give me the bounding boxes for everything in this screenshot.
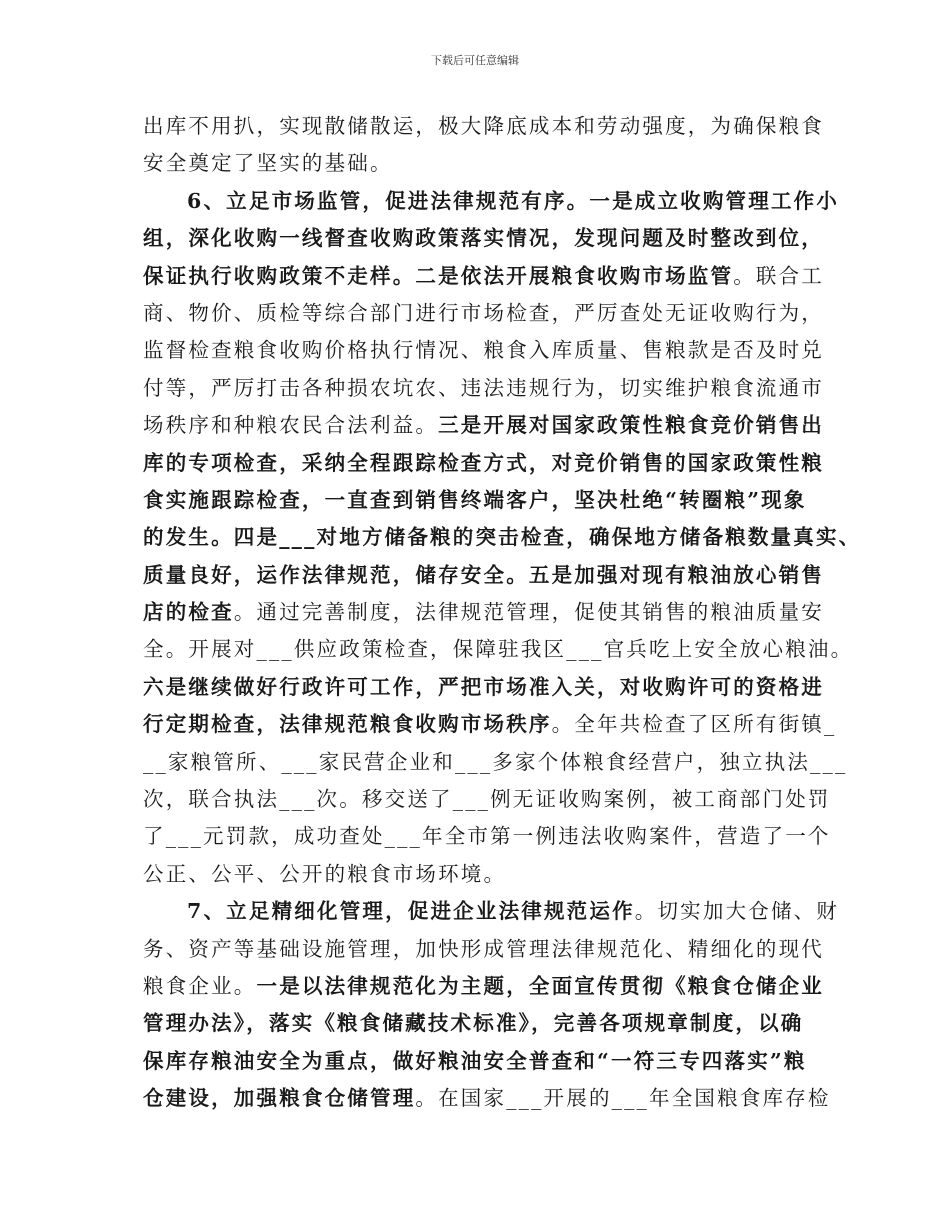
- text-segment: 商、物价、质检等综合部门进行市场检查，严厉查处无证收购行为，: [143, 300, 824, 325]
- text-line: [143, 744, 848, 781]
- text-line: [143, 183, 840, 220]
- text-line: [143, 1080, 831, 1117]
- text-line: [143, 781, 831, 818]
- text-line: [143, 145, 825, 182]
- text-line: [143, 1043, 825, 1080]
- text-line: [143, 258, 825, 295]
- bold-text-segment: 一是以法律规范化为主题，全面宣传贯彻《粮食仓储企业: [256, 973, 824, 998]
- text-segment: 公正、公平、公开的粮食市场环境。: [143, 861, 507, 886]
- text-segment: 次，联合执法___次。移交送了___例无证收购案例，被工商部门处罚: [143, 787, 831, 812]
- text-segment: 。全年共检查了区所有街镇_: [551, 712, 837, 737]
- text-line: [143, 370, 825, 407]
- text-segment: 全。开展对___供应政策检查，保障驻我区___官兵吃上安全放心粮油。: [143, 637, 854, 662]
- text-segment: 付等，严厉打击各种损农坑农、违法违规行为，切实维护粮食流通市: [143, 375, 824, 400]
- text-line: [143, 445, 825, 482]
- bold-text-segment: 保库存粮油安全为重点，做好粮油安全普查和“一符三专四落实”粮: [143, 1048, 807, 1073]
- text-line: [143, 893, 840, 930]
- text-line: [143, 631, 854, 668]
- bold-text-segment: 三是开展对国家政策性粮食竞价销售出: [438, 413, 825, 438]
- bold-text-segment: 行定期检查，法律规范粮食收购市场秩序: [143, 712, 552, 737]
- document-body: [143, 108, 862, 1118]
- text-line: [143, 220, 825, 257]
- bold-text-segment: 组，深化收购一线督查收购政策落实情况，发现问题及时整改到位，: [143, 226, 824, 251]
- text-segment: 监督检查粮食收购价格执行情况、粮食入库质量、售粮款是否及时兑: [143, 338, 824, 363]
- text-line: [143, 295, 825, 332]
- page-header: 下载后可任意编辑: [431, 54, 519, 67]
- text-line: [143, 519, 862, 556]
- text-line: [143, 407, 825, 444]
- bold-text-segment: 7、立足精细化管理，促进企业法律规范运作: [187, 899, 635, 924]
- bold-text-segment: 六是继续做好行政许可工作，严把市场准入关，对收购许可的资格进: [143, 674, 824, 699]
- text-line: [143, 332, 825, 369]
- text-line: [143, 968, 825, 1005]
- text-segment: 了___元罚款，成功查处___年全市第一例违法收购案件，营造了一个: [143, 824, 831, 849]
- text-line: [143, 557, 825, 594]
- text-segment: 。在国家___开展的___年全国粮食库存检: [415, 1086, 831, 1111]
- text-segment: 。联合工: [733, 263, 825, 288]
- text-line: [143, 594, 825, 631]
- bold-text-segment: 保证执行收购政策不走样。二是依法开展粮食收购市场监管: [143, 263, 734, 288]
- bold-text-segment: 6、立足市场监管，促进法律规范有序。一是成立收购管理工作小: [187, 188, 840, 213]
- text-line: [143, 818, 831, 855]
- text-segment: 。切实加大仓储、财: [634, 899, 840, 924]
- text-segment: 粮食企业。: [143, 973, 257, 998]
- bold-text-segment: 食实施跟踪检查，一直查到销售终端客户，坚决杜绝“转圈粮”现象: [143, 487, 807, 512]
- bold-text-segment: 店的检查: [143, 600, 234, 625]
- text-line: [143, 856, 825, 893]
- text-segment: 出库不用扒，实现散储散运，极大降底成本和劳动强度，为确保粮食: [143, 114, 824, 138]
- text-segment: 安全奠定了坚实的基础。: [143, 151, 393, 176]
- text-segment: 场秩序和种粮农民合法利益。: [143, 413, 439, 438]
- text-line: [143, 706, 837, 743]
- bold-text-segment: 管理办法》，落实《粮食储藏技术标准》，完善各项规章制度，以确: [143, 1011, 804, 1036]
- bold-text-segment: 质量良好，运作法律规范，储存安全。五是加强对现有粮油放心销售: [143, 562, 824, 587]
- text-line: [143, 482, 825, 519]
- bold-text-segment: 的发生。四是___对地方储备粮的突击检查，确保地方储备粮数量真实、: [143, 525, 862, 550]
- text-line: [143, 669, 825, 706]
- text-segment: __家粮管所、___家民营企业和___多家个体粮食经营户，独立执法___: [143, 749, 848, 774]
- text-line: [143, 1005, 825, 1042]
- bold-text-segment: 库的专项检查，采纳全程跟踪检查方式，对竞价销售的国家政策性粮: [143, 450, 824, 475]
- bold-text-segment: 仓建设，加强粮食仓储管理: [143, 1086, 416, 1111]
- text-line: [143, 108, 825, 145]
- text-line: [143, 931, 825, 968]
- text-segment: 。通过完善制度，法律规范管理，促使其销售的粮油质量安: [233, 600, 825, 625]
- text-segment: 务、资产等基础设施管理，加快形成管理法律规范化、精细化的现代: [143, 936, 824, 961]
